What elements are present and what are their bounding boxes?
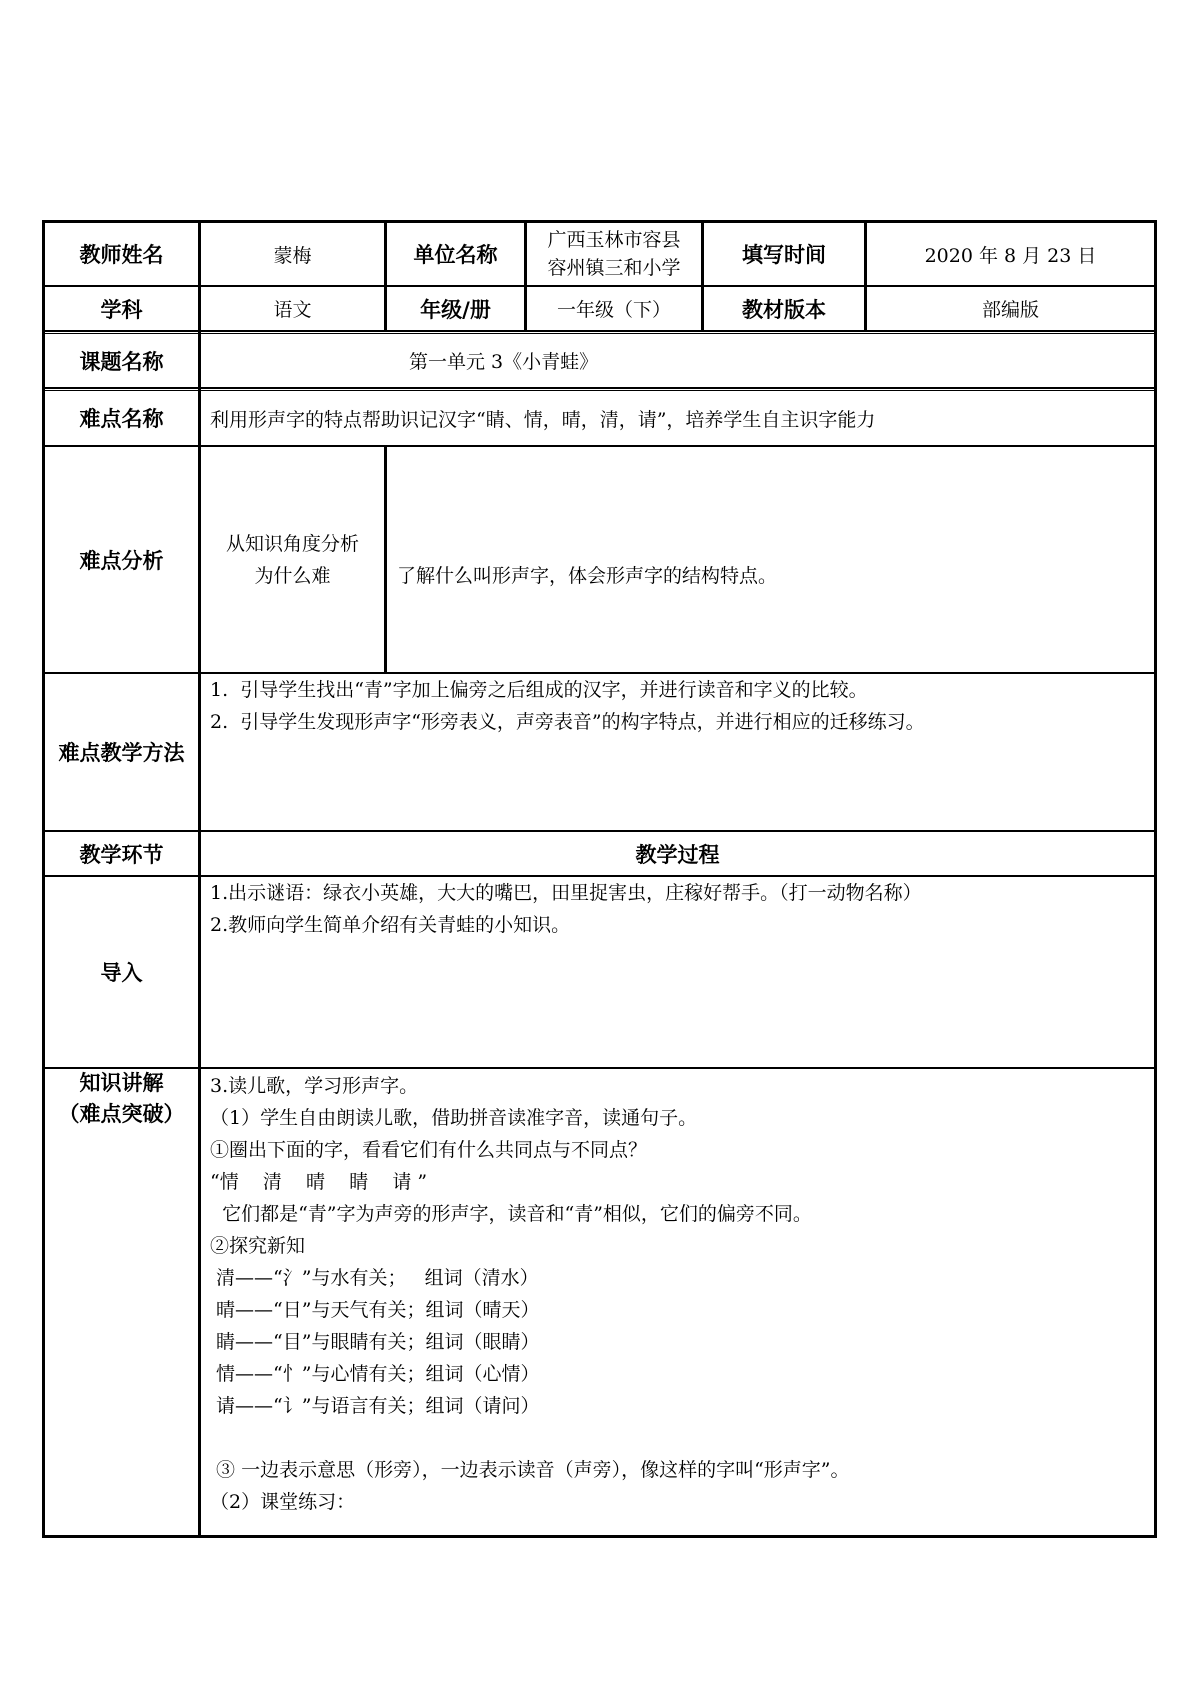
- knowledge-line: 它们都是“青”字为声旁的形声字，读音和“青”相似，它们的偏旁不同。: [210, 1203, 812, 1225]
- teaching-process-header: 教学过程: [635, 842, 720, 867]
- row-divider: [42, 330, 1157, 332]
- teacher-name-label: 教师姓名: [79, 243, 164, 267]
- difficulty-label: 难点名称: [79, 407, 164, 431]
- table-border-right: [1154, 220, 1157, 1537]
- knowledge-line: （2）课堂练习：: [210, 1491, 356, 1513]
- topic-value: 第一单元 3《小青蛙》: [409, 351, 599, 373]
- row-divider: [42, 1067, 1157, 1069]
- topic-label: 课题名称: [79, 349, 164, 374]
- knowledge-line: （1）学生自由朗读儿歌，借助拼音读准字音，读通句子。: [210, 1107, 698, 1129]
- knowledge-blank-line: [210, 1422, 1145, 1454]
- teacher-name-value: 蒙梅: [273, 244, 312, 267]
- knowledge-label-line: （难点突破）: [58, 1102, 185, 1126]
- analysis-value: 了解什么叫形声字，体会形声字的结构特点。: [397, 565, 778, 587]
- unit-name-line: 广西玉林市容县: [547, 229, 681, 251]
- knowledge-line: 睛——“目”与眼睛有关；组词（眼睛）: [210, 1331, 540, 1353]
- knowledge-line: ③ 一边表示意思（形旁），一边表示读音（声旁），像这样的字叫“形声字”。: [210, 1459, 850, 1481]
- fill-date-value: 2020 年 8 月 23 日: [924, 244, 1097, 267]
- analysis-sub-label-line: 为什么难: [254, 564, 331, 587]
- teaching-method-list: [201, 674, 1154, 830]
- teaching-method-item: 1. 引导学生找出“青”字加上偏旁之后组成的汉字，并进行读音和字义的比较。: [210, 679, 868, 701]
- row-divider: [42, 387, 1157, 389]
- intro-item: 2.教师向学生简单介绍有关青蛙的小知识。: [210, 914, 571, 936]
- knowledge-line: ①圈出下面的字，看看它们有什么共同点与不同点？: [210, 1139, 648, 1161]
- edition-value: 部编版: [981, 299, 1039, 321]
- knowledge-line: “情 清 晴 睛 请 ”: [210, 1171, 428, 1193]
- table-border-bottom: [42, 1535, 1157, 1538]
- knowledge-line: 3.读儿歌，学习形声字。: [210, 1075, 419, 1097]
- knowledge-line: 晴——“日”与天气有关；组词（晴天）: [210, 1299, 540, 1321]
- fill-date-label: 填写时间: [742, 243, 826, 267]
- teaching-stage-header: 教学环节: [79, 842, 164, 867]
- unit-name-line: 容州镇三和小学: [547, 257, 681, 279]
- analysis-label: 难点分析: [79, 548, 164, 573]
- knowledge-line: 请——“讠”与语言有关；组词（请问）: [210, 1395, 540, 1417]
- grade-label: 年级/册: [420, 297, 491, 322]
- knowledge-line: 情——“忄”与心情有关；组词（心情）: [210, 1363, 540, 1385]
- knowledge-content: [210, 1070, 1145, 1518]
- knowledge-label: [45, 1069, 198, 1129]
- difficulty-value: 利用形声字的特点帮助识记汉字“睛、情，晴，清，请”，培养学生自主识字能力: [210, 408, 876, 431]
- knowledge-line: 清——“氵”与水有关； 组词（清水）: [210, 1267, 539, 1289]
- subject-label: 学科: [100, 297, 143, 322]
- teaching-method-item: 2. 引导学生发现形声字“形旁表义，声旁表音”的构字特点，并进行相应的迁移练习。: [210, 711, 925, 733]
- analysis-sub-label-line: 从知识角度分析: [225, 532, 359, 555]
- teaching-method-label: 难点教学方法: [58, 741, 185, 765]
- knowledge-label-line: 知识讲解: [79, 1071, 164, 1095]
- intro-item: 1.出示谜语：绿衣小英雄，大大的嘴巴，田里捉害虫，庄稼好帮手。（打一动物名称）: [210, 882, 922, 904]
- knowledge-line: ②探究新知: [210, 1235, 306, 1257]
- intro-label: 导入: [100, 961, 143, 985]
- edition-label: 教材版本: [742, 297, 826, 322]
- unit-name-label: 单位名称: [413, 243, 498, 267]
- grade-value: 一年级（下）: [556, 299, 671, 321]
- subject-value: 语文: [273, 299, 312, 321]
- intro-list: [201, 877, 1154, 1067]
- analysis-sub-label: [201, 447, 384, 672]
- unit-name-value: [527, 223, 701, 285]
